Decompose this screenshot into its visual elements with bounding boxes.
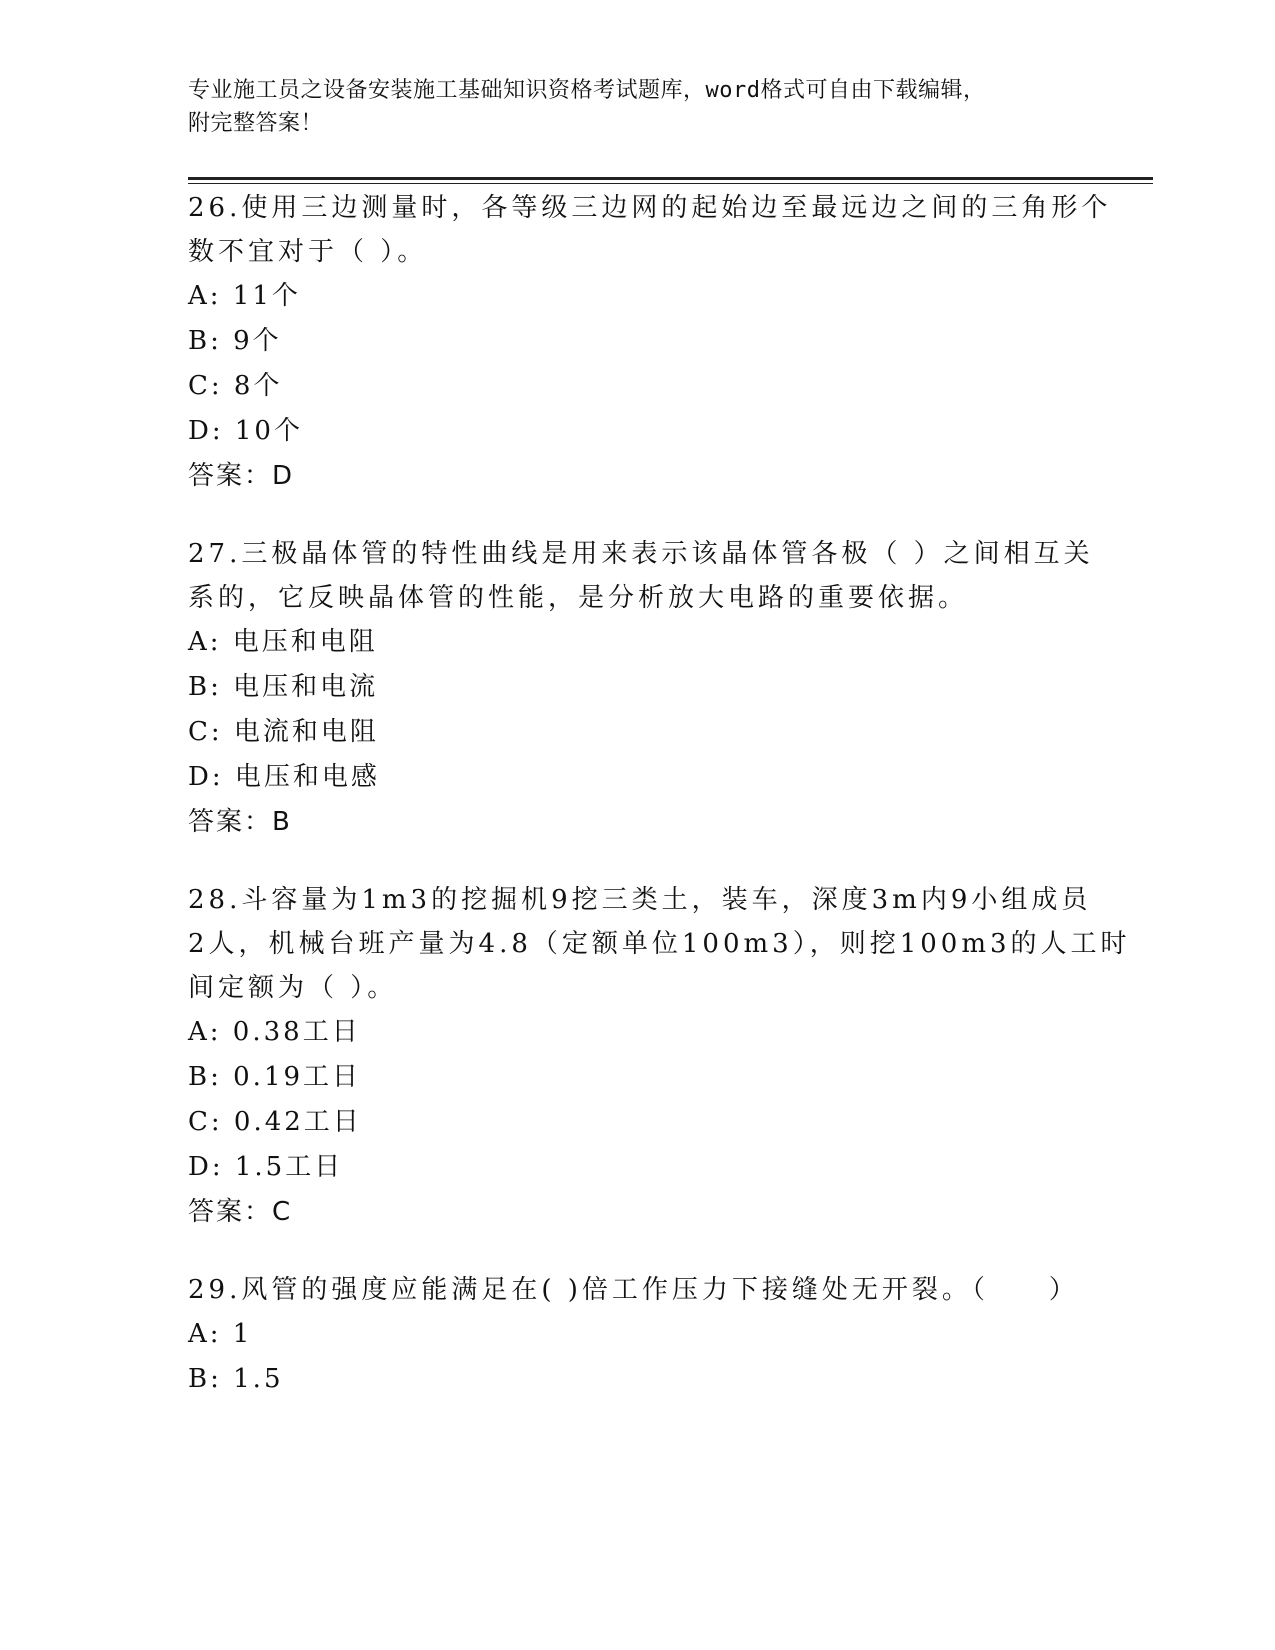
option-b: B: 0.19工日 (188, 1062, 362, 1092)
option-c: C: 8个 (188, 371, 283, 401)
question-28 (188, 878, 1131, 1235)
option-a: A: 电压和电阻 (188, 627, 378, 657)
question-list (188, 186, 1131, 1435)
question-text-line: 2人，机械台班产量为4.8（定额单位100m3），则挖100m3的人工时 (188, 929, 1131, 959)
question-text-line: 系的，它反映晶体管的性能，是分析放大电路的重要依据。 (188, 583, 969, 613)
option-d: D: 10个 (188, 416, 303, 446)
option-d: D: 1.5工日 (188, 1152, 344, 1182)
question-text (188, 878, 1131, 1010)
document-header (188, 74, 1088, 140)
question-text (188, 1268, 1088, 1312)
question-text-line: 27.三极晶体管的特性曲线是用来表示该晶体管各极（ ）之间相互关 (188, 539, 1094, 569)
option-d: D: 电压和电感 (188, 762, 380, 792)
question-text-line: 26.使用三边测量时，各等级三边网的起始边至最远边之间的三角形个 (188, 193, 1112, 223)
option-b: B: 电压和电流 (188, 672, 379, 702)
header-divider-thin (188, 183, 1153, 184)
header-divider-thick (188, 177, 1153, 180)
question-text-line: 数不宜对于（ ）。 (188, 237, 428, 267)
question-text-line: 29.风管的强度应能满足在( )倍工作压力下接缝处无开裂。（ ） (188, 1275, 1079, 1305)
question-text-line: 28.斗容量为1m3的挖掘机9挖三类土，装车，深度3m内9小组成员 (188, 885, 1092, 915)
option-a: A: 0.38工日 (188, 1017, 361, 1047)
question-29 (188, 1268, 1088, 1402)
question-text (188, 186, 1112, 274)
option-a: A: 11个 (188, 281, 301, 311)
answer-line: 答案：B (188, 807, 292, 837)
question-text (188, 532, 1094, 620)
option-c: C: 电流和电阻 (188, 717, 379, 747)
question-26 (188, 186, 1112, 499)
question-27 (188, 532, 1094, 845)
option-b: B: 9个 (188, 326, 282, 356)
option-b: B: 1.5 (188, 1364, 284, 1394)
header-title-line-1: 专业施工员之设备安装施工基础知识资格考试题库，word格式可自由下载编辑， (188, 78, 986, 103)
option-a: A: 1 (188, 1319, 253, 1349)
question-text-line: 间定额为（ ）。 (188, 973, 398, 1003)
answer-line: 答案：D (188, 461, 295, 491)
answer-line: 答案：C (188, 1197, 293, 1227)
option-c: C: 0.42工日 (188, 1107, 362, 1137)
header-title-line-2: 附完整答案！ (188, 111, 324, 136)
